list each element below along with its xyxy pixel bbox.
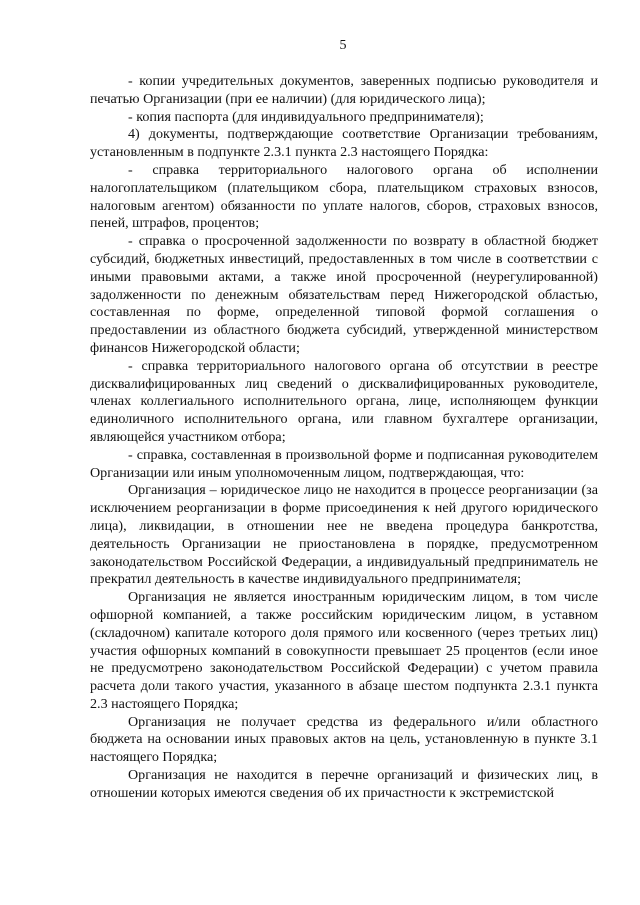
paragraph: Организация не получает средства из федерального и/или областного бюджета на основании иных правовых актов на цель, установленную в пункте 3.1 настоящего Порядка; [90,713,598,766]
paragraph: - копии учредительных документов, заверенных подписью руководителя и печатью Организации (при ее наличии) (для юридического лица); [90,73,598,107]
paragraph: - справка территориального налогового органа об отсутствии в реестре дисквалифицированных лиц сведений о дисквалифицированных руководителе, членах коллегиального исполнительного органа, лице, исполняющем функции единоличного исполнительного органа, или главном бухгалтере организации, являющейся участником отбора; [90,357,598,445]
paragraph: Организация не находится в перечне организаций и физических лиц, в отношении которых имеются сведения об их причастности к экстремистской [90,767,598,801]
document-body [90,73,598,803]
paragraph: Организация не является иностранным юридическим лицом, в том числе офшорной компанией, а также российским юридическим лицом, в уставном (складочном) капитале которого доля прямого или косвенного (через третьих лиц) участия офшорных компаний в совокупности превышает 25 процентов (если иное не предусмотрено законодательством Российской Федерации) с учетом правила расчета доли такого участия, указанного в абзаце шестом подпункта 2.3.1 пункта 2.3 настоящего Порядка; [90,589,598,712]
paragraph: - копия паспорта (для индивидуального предпринимателя); [128,108,484,125]
paragraph: - справка о просроченной задолженности по возврату в областной бюджет субсидий, бюджетных инвестиций, предоставленных в том числе в соответствии с иными правовыми актами, а также иной просроченной (неурегулированной) задолженности по денежным обязательствам перед Нижегородской областью, составленная по форме, определенной типовой формой соглашения о предоставлении из областного бюджета субсидий, утвержденной министерством финансов Нижегородской области; [90,233,598,356]
paragraph: - справка, составленная в произвольной форме и подписанная руководителем Организации или иным уполномоченным лицом, подтверждающая, что: [90,446,598,481]
paragraph: Организация – юридическое лицо не находится в процессе реорганизации (за исключением реорганизации в форме присоединения к ней другого юридического лица), ликвидации, в отношении нее не введена процедура банкротства, деятельность Организации не приостановлена в порядке, предусмотренном законодательством Российской Федерации, а индивидуальный предприниматель не прекратил деятельность в качестве индивидуального предпринимателя; [90,482,598,588]
page-number: 5 [339,38,347,53]
paragraph: 4) документы, подтверждающие соответствие Организации требованиям, установленным в подпункте 2.3.1 пункта 2.3 настоящего Порядка: [90,126,598,161]
paragraph: - справка территориального налогового органа об исполнении налогоплательщиком (плательщиком сбора, плательщиком страховых взносов, налоговым агентом) обязанности по уплате налогов, сборов, страховых взносов, пеней, штрафов, процентов; [90,161,598,232]
